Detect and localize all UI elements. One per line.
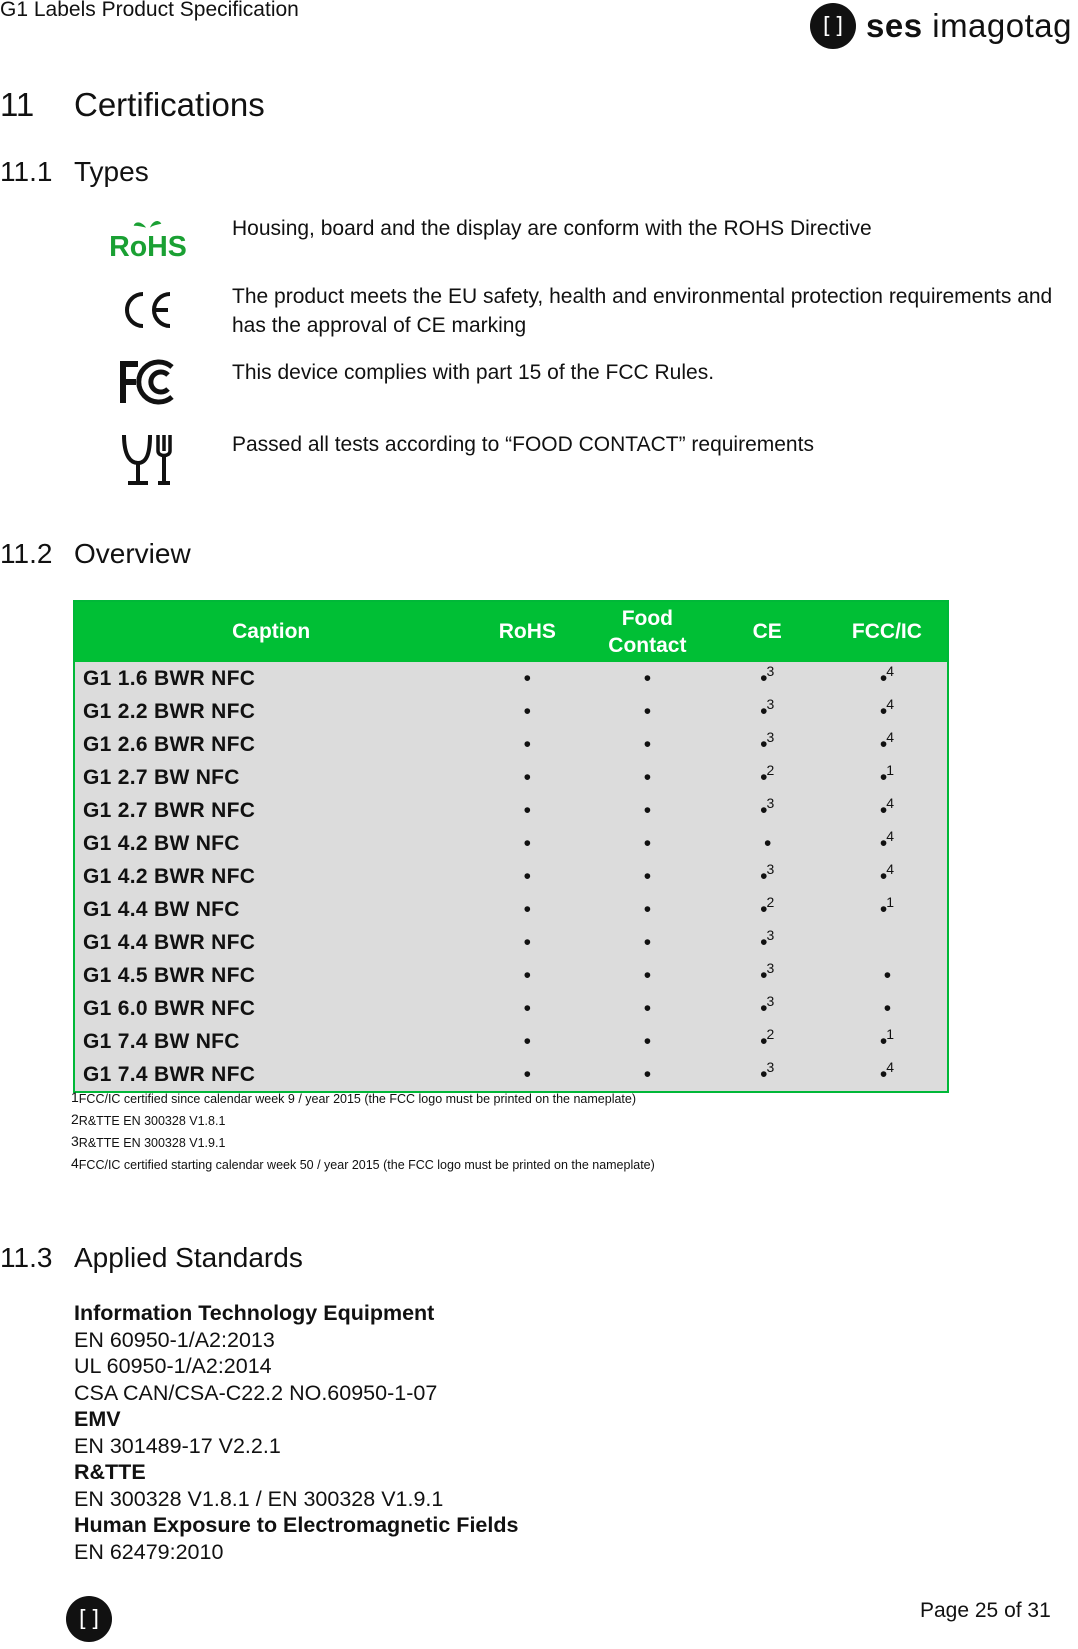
- row-caption: G1 2.6 BWR NFC: [74, 728, 467, 761]
- row-caption: G1 2.7 BW NFC: [74, 761, 467, 794]
- table-row: [74, 695, 948, 728]
- food-contact-mark: •: [587, 728, 707, 761]
- food-contact-mark: •: [587, 827, 707, 860]
- rohs-mark: •: [467, 992, 587, 1025]
- col-caption: Caption: [74, 601, 467, 662]
- table-row: [74, 728, 948, 761]
- table-row: [74, 761, 948, 794]
- row-caption: G1 2.2 BWR NFC: [74, 695, 467, 728]
- ce-mark: •$^2$: [707, 761, 826, 794]
- row-caption: G1 7.4 BWR NFC: [74, 1058, 467, 1092]
- food-contact-mark: •: [587, 992, 707, 1025]
- footer-logo-icon: []: [66, 1596, 112, 1642]
- rohs-mark: •: [467, 728, 587, 761]
- rohs-mark: •: [467, 761, 587, 794]
- standard-item: UL 60950-1/A2:2014: [74, 1354, 272, 1378]
- standard-category: EMV: [74, 1407, 121, 1431]
- certification-overview-table: [73, 600, 949, 1093]
- cert-fcc-text: This device complies with part 15 of the FCC Rules.: [232, 361, 715, 384]
- table-row: [74, 662, 948, 695]
- logo-mark-icon: []: [810, 3, 856, 49]
- food-contact-mark: •: [587, 1058, 707, 1092]
- company-logo: [810, 4, 1072, 48]
- fcc-icon: [108, 352, 188, 412]
- fcc-ic-mark: •$^4$: [827, 860, 948, 893]
- food-contact-mark: •: [587, 794, 707, 827]
- table-row: [74, 893, 948, 926]
- footnote: $^2$R&TTE EN 300328 V1.8.1: [71, 1111, 226, 1128]
- food-contact-mark: •: [587, 695, 707, 728]
- logo-text: ses imagotag: [866, 7, 1072, 44]
- standards-list: [74, 1300, 518, 1565]
- ce-mark: •$^2$: [707, 1025, 826, 1058]
- row-caption: G1 4.2 BWR NFC: [74, 860, 467, 893]
- ce-mark: •$^3$: [707, 992, 826, 1025]
- footnote: $^1$FCC/IC certified since calendar week 9 / year 2015 (the FCC logo must be printed on the nameplate): [71, 1089, 637, 1106]
- food-contact-mark: •: [587, 893, 707, 926]
- table-row: [74, 959, 948, 992]
- row-caption: G1 1.6 BWR NFC: [74, 662, 467, 695]
- col-fcc-ic: FCC/IC: [827, 601, 948, 662]
- fcc-ic-mark: •$^4$: [827, 1058, 948, 1092]
- fcc-ic-mark: •$^4$: [827, 662, 948, 695]
- cert-ce-text: The product meets the EU safety, health and environmental protection requirements and has the approval of CE marking: [232, 285, 1053, 337]
- fcc-ic-mark: •$^4$: [827, 827, 948, 860]
- standard-item: EN 62479:2010: [74, 1539, 224, 1564]
- standard-item: EN 300328 V1.8.1 / EN 300328 V1.9.1: [74, 1486, 444, 1511]
- rohs-mark: •: [467, 794, 587, 827]
- ce-mark: •$^3$: [707, 794, 826, 827]
- fcc-ic-mark: •$^1$: [827, 1025, 948, 1058]
- ce-icon: [108, 280, 188, 340]
- cert-rohs-text: Housing, board and the display are conform with the ROHS Directive: [232, 217, 872, 240]
- food-contact-mark: •: [587, 926, 707, 959]
- food-contact-icon: [108, 428, 188, 490]
- types-heading: 11.1 Types: [0, 156, 149, 187]
- ce-mark: •$^2$: [707, 893, 826, 926]
- standard-item: CSA CAN/CSA-C22.2 NO.60950-1-07: [74, 1380, 438, 1405]
- standard-item: EN 60950-1/A2:2013: [74, 1327, 275, 1352]
- fcc-ic-mark: •$^4$: [827, 695, 948, 728]
- svg-text:RoHS: RoHS: [109, 231, 187, 263]
- standards-heading: 11.3 Applied Standards: [0, 1242, 303, 1273]
- table-header-row: [74, 601, 948, 662]
- table-row: [74, 1025, 948, 1058]
- overview-heading: 11.2 Overview: [0, 538, 191, 569]
- ce-mark: •$^3$: [707, 695, 826, 728]
- food-contact-mark: •: [587, 959, 707, 992]
- standard-category: R&TTE: [74, 1460, 146, 1484]
- rohs-mark: •: [467, 662, 587, 695]
- table-row: [74, 794, 948, 827]
- ce-mark: •$^3$: [707, 662, 826, 695]
- fcc-ic-mark: •: [827, 959, 948, 992]
- fcc-ic-mark: •$^4$: [827, 728, 948, 761]
- fcc-ic-mark: •$^1$: [827, 761, 948, 794]
- rohs-mark: •: [467, 959, 587, 992]
- footnote: $^3$R&TTE EN 300328 V1.9.1: [71, 1133, 226, 1150]
- rohs-mark: •: [467, 1058, 587, 1092]
- fcc-ic-mark: [827, 926, 948, 959]
- rohs-mark: •: [467, 827, 587, 860]
- food-contact-mark: •: [587, 761, 707, 794]
- fcc-ic-mark: •: [827, 992, 948, 1025]
- rohs-mark: •: [467, 1025, 587, 1058]
- section-heading: 11 Certifications: [0, 86, 265, 123]
- ce-mark: •$^3$: [707, 860, 826, 893]
- page-number: Page 25 of 31: [920, 1599, 1051, 1622]
- row-caption: G1 2.7 BWR NFC: [74, 794, 467, 827]
- food-contact-mark: •: [587, 662, 707, 695]
- row-caption: G1 4.4 BW NFC: [74, 893, 467, 926]
- footnote: $^4$FCC/IC certified starting calendar week 50 / year 2015 (the FCC logo must be printed on the nameplate): [71, 1155, 655, 1172]
- rohs-mark: •: [467, 893, 587, 926]
- standard-category: Information Technology Equipment: [74, 1301, 435, 1325]
- rohs-mark: •: [467, 695, 587, 728]
- row-caption: G1 6.0 BWR NFC: [74, 992, 467, 1025]
- ce-mark: •$^3$: [707, 926, 826, 959]
- table-row: [74, 926, 948, 959]
- table-row: [74, 992, 948, 1025]
- col-ce: CE: [707, 601, 826, 662]
- ce-mark: •$^3$: [707, 1058, 826, 1092]
- ce-mark: •: [707, 827, 826, 860]
- table-row: [74, 827, 948, 860]
- row-caption: G1 4.4 BWR NFC: [74, 926, 467, 959]
- table-row: [74, 1058, 948, 1092]
- standard-item: EN 301489-17 V2.2.1: [74, 1433, 281, 1458]
- fcc-ic-mark: •$^4$: [827, 794, 948, 827]
- row-caption: G1 4.5 BWR NFC: [74, 959, 467, 992]
- row-caption: G1 7.4 BW NFC: [74, 1025, 467, 1058]
- col-food-contact: Food Contact: [587, 601, 707, 662]
- standard-category: Human Exposure to Electromagnetic Fields: [74, 1513, 519, 1537]
- food-contact-mark: •: [587, 860, 707, 893]
- row-caption: G1 4.2 BW NFC: [74, 827, 467, 860]
- rohs-mark: •: [467, 926, 587, 959]
- table-row: [74, 860, 948, 893]
- rohs-mark: •: [467, 860, 587, 893]
- ce-mark: •$^3$: [707, 728, 826, 761]
- rohs-icon: [108, 210, 188, 270]
- food-contact-mark: •: [587, 1025, 707, 1058]
- document-title: G1 Labels Product Specification: [0, 0, 299, 21]
- ce-mark: •$^3$: [707, 959, 826, 992]
- fcc-ic-mark: •$^1$: [827, 893, 948, 926]
- cert-food-contact-text: Passed all tests according to “FOOD CONTACT” requirements: [232, 433, 814, 456]
- col-rohs: RoHS: [467, 601, 587, 662]
